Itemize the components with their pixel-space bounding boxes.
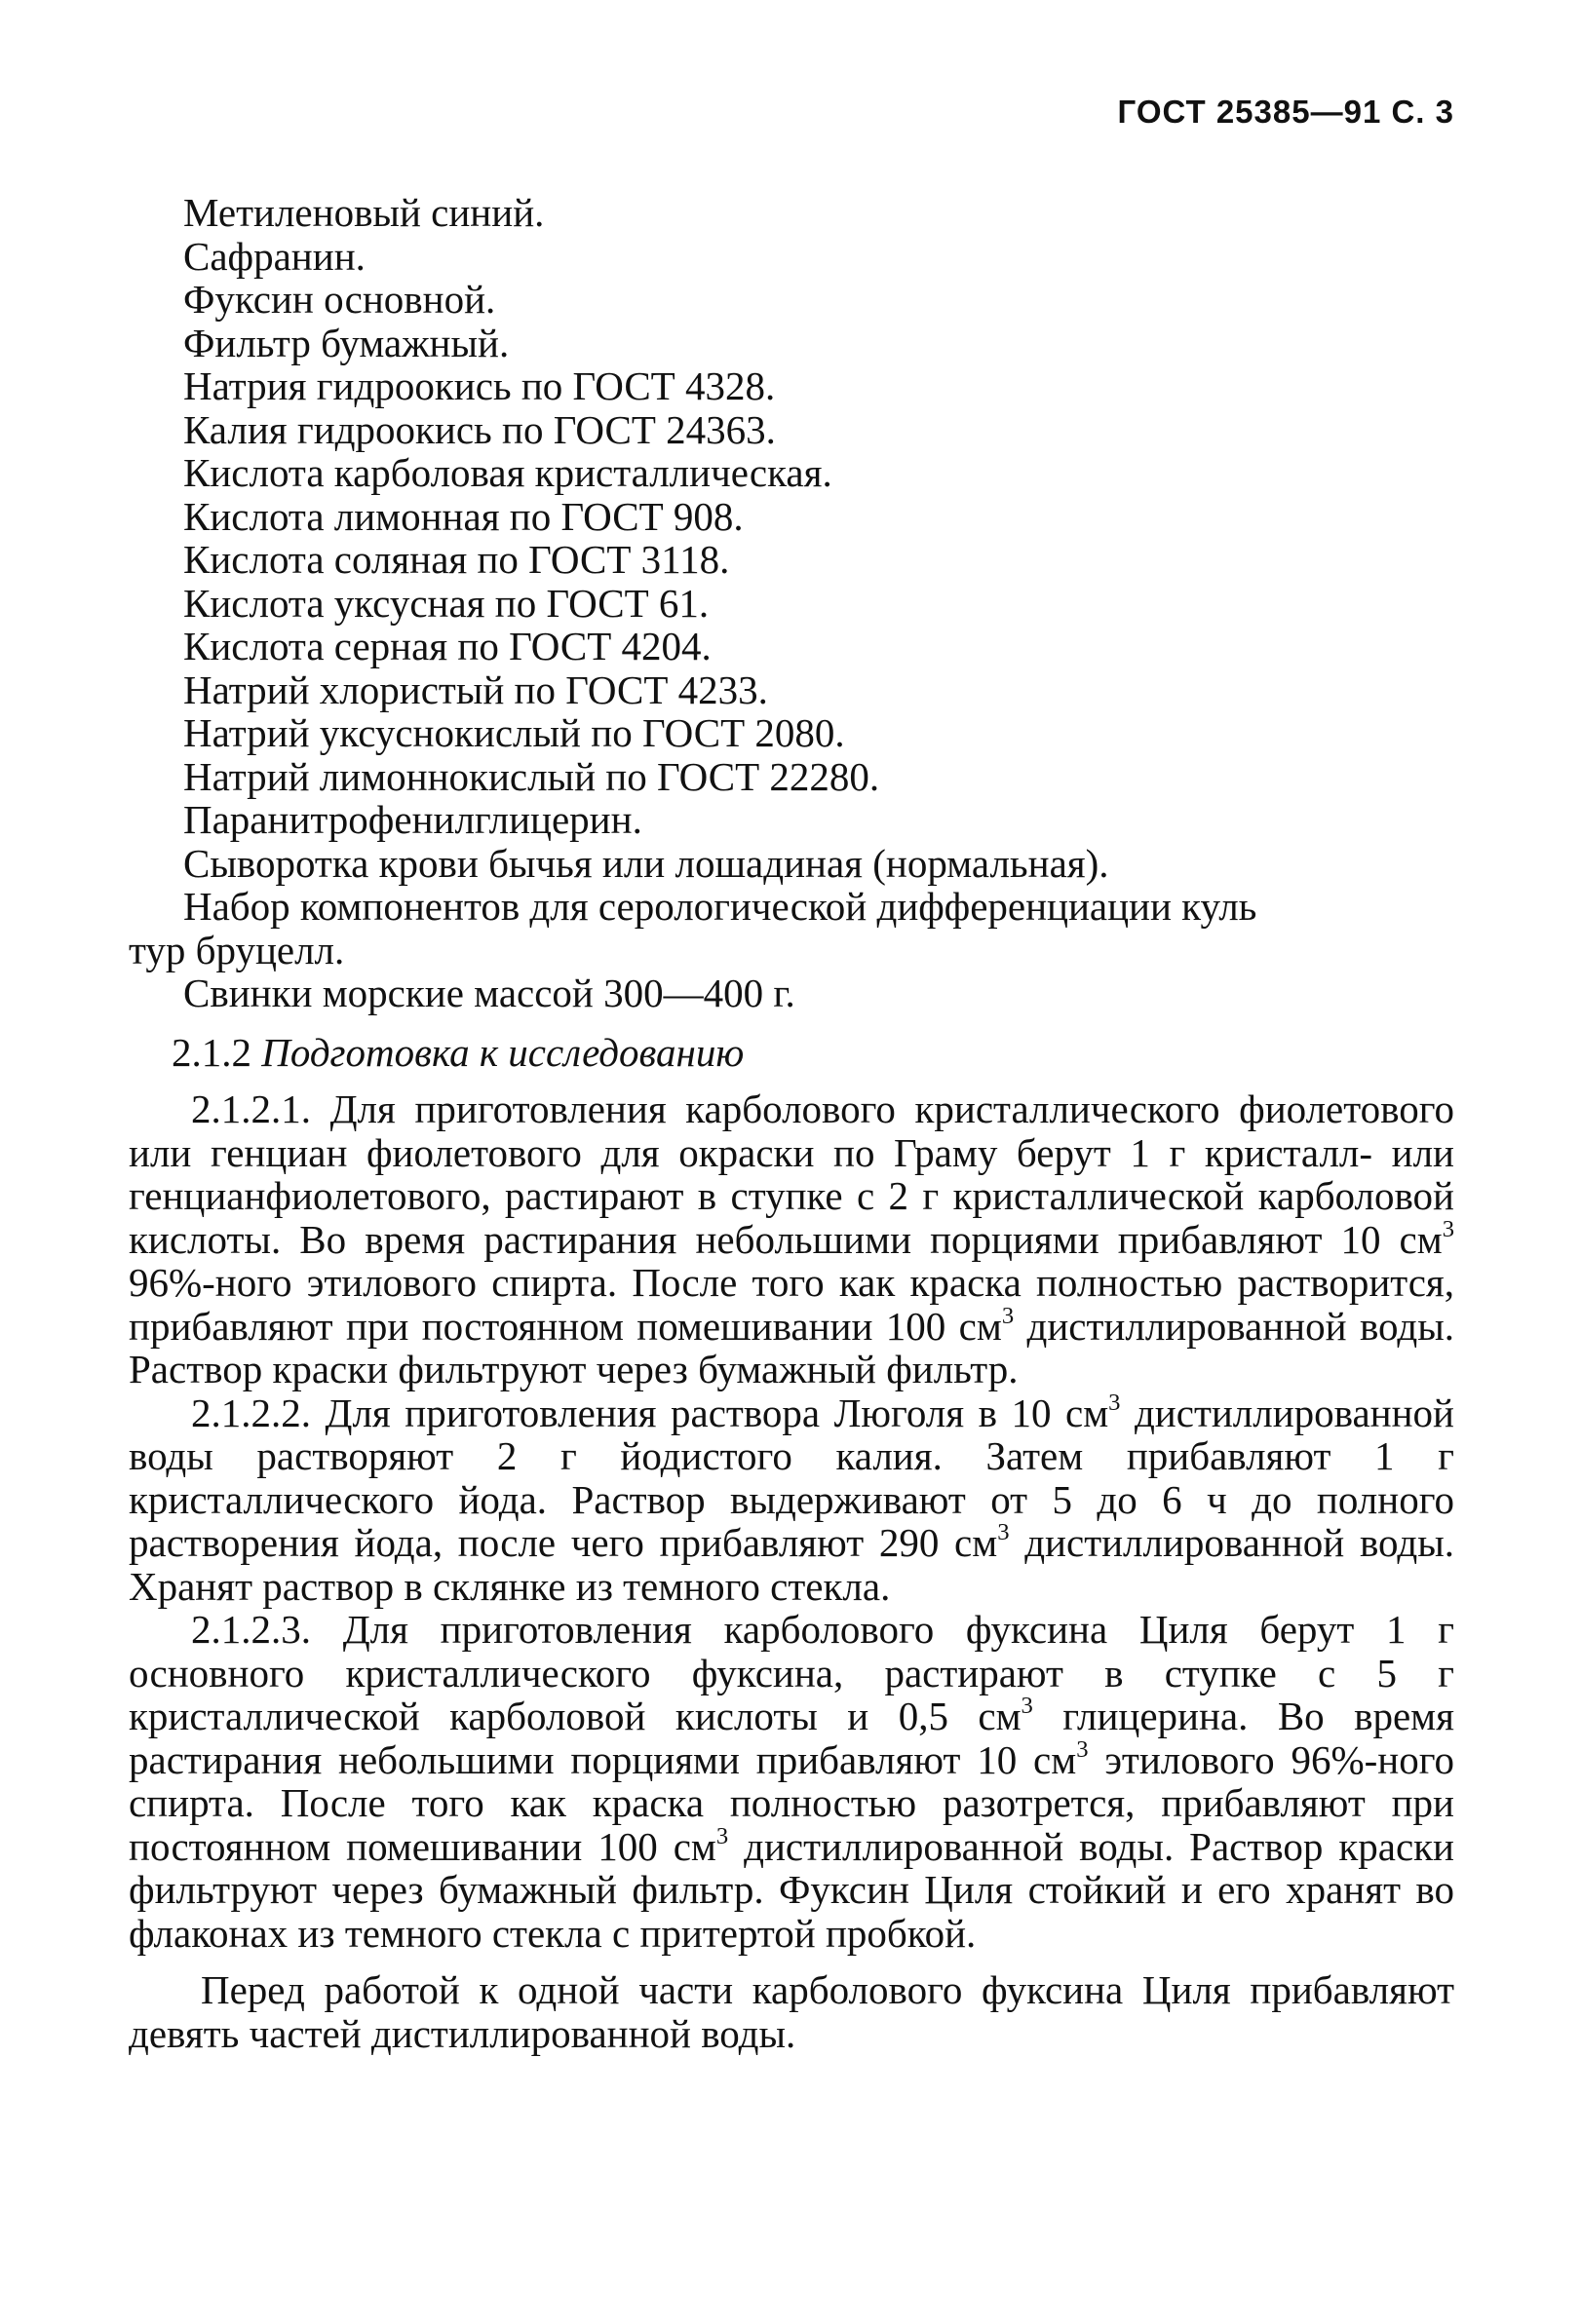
list-item: Натрий хлористый по ГОСТ 4233.	[183, 667, 768, 712]
list-item: Кислота карболовая кристаллическая.	[183, 450, 832, 495]
list-item: Фуксин основной.	[183, 277, 496, 322]
materials-list	[129, 191, 1454, 1015]
section-title: Подготовка к исследованию	[261, 1029, 745, 1075]
list-item: Метиленовый синий.	[183, 190, 545, 235]
paragraph-text: 2.1.2.3. Для приготовления карболового фуксина Циля берут 1 г основного кристаллического фуксина, растирают в ступке с 5 г кристаллической карболовой кислоты и 0,5 см	[129, 1607, 1454, 1738]
page-header	[1118, 94, 1454, 131]
list-item: Кислота серная по ГОСТ 4204.	[183, 624, 712, 668]
paragraph-text: дистиллированной воды. Раствор краски фильтруют через бумажный фильтр.	[129, 1303, 1454, 1391]
list-item: Фильтр бумажный.	[183, 320, 510, 365]
section-number: 2.1.2	[172, 1029, 251, 1075]
list-item: Сафранин.	[183, 233, 366, 279]
list-item: Натрий лимоннокислый по ГОСТ 22280.	[183, 753, 880, 799]
paragraph-2-1-2-3	[129, 1608, 1454, 1955]
paragraph-final: Перед работой к одной части карболового фуксина Циля прибавляют девять частей дистиллированной воды.	[129, 1967, 1454, 2056]
superscript: 3	[1021, 1692, 1033, 1719]
list-item: Кислота лимонная по ГОСТ 908.	[183, 493, 744, 539]
list-item-long: Набор компонентов для серологической дифференциации куль	[183, 884, 1257, 929]
list-item: Паранитрофенилглицерин.	[183, 797, 642, 842]
paragraph-text: этилового 96%-ного спирта. После того как краска полностью разотрется, прибавляют при постоянном помешивании 100 см	[129, 1736, 1454, 1869]
page-number: С. 3	[1391, 94, 1454, 130]
list-item-continuation: тур бруцелл.	[129, 927, 345, 972]
paragraph-text: глицерина. Во время растирания небольшими порциями прибавляют 10 см	[129, 1694, 1454, 1782]
paragraph-text: 2.1.2.2. Для приготовления раствора Люголя в 10 см	[191, 1390, 1109, 1435]
superscript: 3	[997, 1518, 1010, 1545]
list-item: Свинки морские массой 300—400 г.	[183, 971, 795, 1015]
paragraph-text: 2.1.2.1. Для приготовления карболового кристаллического фиолетового или генциан фиолетового для окраски по Граму берут 1 г кристалл- или генцианфиолетового, растирают в ступке с 2 г кристаллической карболовой кислоты. Во время растирания небольшими порциями прибавляют 10 см	[129, 1086, 1454, 1262]
list-item: Калия гидроокись по ГОСТ 24363.	[183, 406, 776, 452]
paragraph-text: дистиллированной воды. Раствор краски фильтруют через бумажный фильтр. Фуксин Циля стойкий и его хранят во флаконах из темного стекла с притертой пробкой.	[129, 1823, 1454, 1956]
list-item: Натрий уксуснокислый по ГОСТ 2080.	[183, 710, 845, 755]
list-item: Натрия гидроокись по ГОСТ 4328.	[183, 363, 776, 408]
paragraph-text: дистиллированной воды растворяют 2 г йодистого калия. Затем прибавляют 1 г кристаллического йода. Раствор выдерживают от 5 до 6 ч до полного растворения йода, после чего прибавляют 290 см	[129, 1390, 1454, 1565]
section-heading	[129, 1031, 1454, 1075]
superscript: 3	[1076, 1735, 1089, 1763]
document-body	[129, 191, 1454, 2055]
superscript: 3	[1442, 1215, 1454, 1242]
superscript: 3	[1108, 1389, 1121, 1416]
list-item: Кислота уксусная по ГОСТ 61.	[183, 580, 710, 626]
superscript: 3	[715, 1822, 729, 1849]
paragraph-2-1-2-2	[129, 1391, 1454, 1609]
superscript: 3	[1001, 1302, 1015, 1329]
list-item: Сыворотка крови бычья или лошадиная (нормальная).	[183, 840, 1109, 886]
list-item: Кислота соляная по ГОСТ 3118.	[183, 537, 730, 582]
paragraph-2-1-2-1	[129, 1087, 1454, 1391]
paragraph-text: 96%-ного этилового спирта. После того как краска полностью растворится, прибавляют при постоянном помешивании 100 см	[129, 1260, 1454, 1349]
standard-number: ГОСТ 25385—91	[1117, 94, 1382, 130]
paragraph-text: дистиллированной воды. Хранят раствор в склянке из темного стекла.	[129, 1520, 1454, 1609]
